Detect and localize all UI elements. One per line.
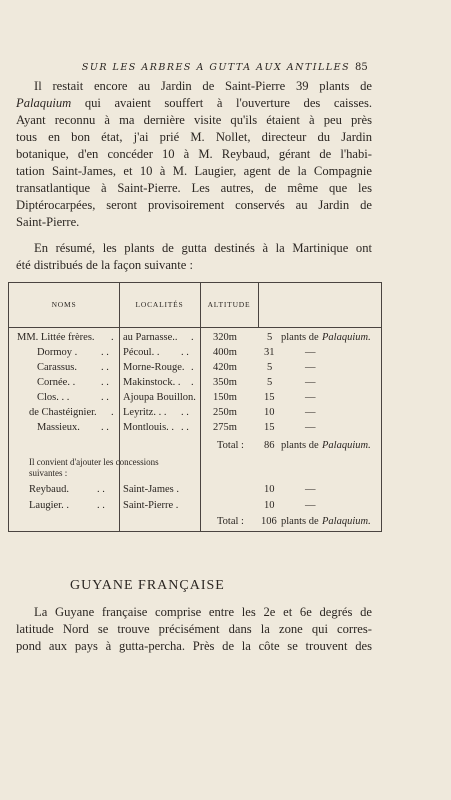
column-divider: [258, 283, 259, 327]
running-title: SUR LES ARBRES A GUTTA AUX ANTILLES: [81, 62, 351, 73]
row-label: —: [305, 347, 316, 358]
text-line: Ayant reconnu à ma dernière visite qu'ils étaient à peu près: [16, 113, 372, 127]
column-divider: [200, 283, 201, 531]
row-name: MM. Littée frères.: [17, 332, 95, 343]
total-text: plants de: [281, 440, 319, 451]
total-qty: 86: [264, 440, 275, 451]
row-altitude: 275m: [213, 422, 237, 433]
column-divider: [119, 283, 120, 531]
text-line: latitude Nord se trouve précisément dans la zone qui corres-: [16, 622, 372, 636]
row-label: —: [305, 377, 316, 388]
row-locality: Montlouis. .: [123, 422, 175, 433]
row-label: —: [305, 484, 316, 495]
row-altitude: 420m: [213, 362, 237, 373]
genus-italic: Palaquium: [16, 96, 72, 110]
text-line: Il restait encore au Jardin de Saint-Pierre 39 plants de: [34, 79, 372, 93]
row-name: Massieux.: [37, 422, 80, 433]
row-name: de Chastéignier.: [29, 407, 97, 418]
row-dots: .: [191, 332, 194, 343]
row-dots: . .: [97, 500, 105, 511]
text-line: Saint-Pierre.: [16, 215, 80, 229]
total-genus: Palaquium.: [322, 440, 371, 451]
row-altitude: 400m: [213, 347, 237, 358]
row-qty: 10: [264, 500, 275, 511]
row-locality: Leyritz. . .: [123, 407, 167, 418]
row-dots: . .: [181, 347, 189, 358]
row-dots: . .: [101, 422, 109, 433]
row-label: —: [305, 392, 316, 403]
text-line: La Guyane française comprise entre les 2e et 6e degrés de: [34, 605, 372, 619]
row-qty: 10: [264, 484, 275, 495]
row-genus: Palaquium.: [322, 332, 371, 343]
row-qty: 15: [264, 392, 275, 403]
row-label: —: [305, 500, 316, 511]
row-dots: .: [191, 377, 194, 388]
row-qty: 5: [267, 377, 273, 388]
row-qty: 5: [267, 362, 273, 373]
row-altitude: 350m: [213, 377, 237, 388]
row-locality: au Parnasse..: [123, 332, 178, 343]
concessions-note: Il convient d'ajouter les concessions suivantes :: [29, 457, 159, 478]
text-line: pond aux pays à gutta-percha. Près de la côte se trouvent des: [16, 639, 372, 653]
text-line: tation Saint-James, et 10 à M. Laugier, agent de la Compagnie: [16, 164, 372, 178]
header-altitude: ALTITUDE: [207, 300, 251, 309]
row-locality: Saint-James .: [123, 484, 179, 495]
row-dots: . .: [101, 362, 109, 373]
total-label: Total :: [217, 516, 244, 527]
paragraph-saint-pierre: [16, 78, 372, 231]
header-noms: NOMS: [51, 300, 77, 309]
row-name: Carassus.: [37, 362, 77, 373]
row-qty: 5: [267, 332, 273, 343]
header-localites: LOCALITÉS: [135, 300, 184, 309]
distribution-table: [8, 282, 382, 532]
row-dots: .: [111, 407, 114, 418]
row-label: —: [305, 407, 316, 418]
row-label: —: [305, 362, 316, 373]
row-dots: . .: [101, 347, 109, 358]
page-number: 85: [355, 62, 368, 73]
row-locality: Saint-Pierre .: [123, 500, 179, 511]
row-qty: 31: [264, 347, 275, 358]
text-line: été distribués de la façon suivante :: [16, 258, 193, 272]
row-dots: .: [111, 332, 114, 343]
row-locality: Ajoupa Bouillon.: [123, 392, 196, 403]
row-name: Dormoy .: [37, 347, 78, 358]
total-label: Total :: [217, 440, 244, 451]
total-genus: Palaquium.: [322, 516, 371, 527]
row-dots: . .: [101, 392, 109, 403]
header-rule: [9, 327, 381, 328]
paragraph-summary: [16, 240, 372, 274]
row-label: —: [305, 422, 316, 433]
row-locality: Makinstock. .: [123, 377, 181, 388]
row-name: Clos. . .: [37, 392, 70, 403]
text-line: Palaquium qui avaient souffert à l'ouverture des caisses.: [16, 96, 372, 110]
row-locality: Pécoul. .: [123, 347, 160, 358]
text-line: tous en bon état, j'ai prié M. Nollet, directeur du Jardin: [16, 130, 372, 144]
row-locality: Morne-Rouge.: [123, 362, 185, 373]
row-dots: . .: [181, 407, 189, 418]
row-name: Cornée. .: [37, 377, 76, 388]
row-dots: . .: [181, 422, 189, 433]
row-qty: 10: [264, 407, 275, 418]
row-dots: .: [191, 362, 194, 373]
row-dots: . .: [97, 484, 105, 495]
row-qty: 15: [264, 422, 275, 433]
total-text: plants de: [281, 516, 319, 527]
text-line: En résumé, les plants de gutta destinés à la Martinique ont: [34, 241, 372, 255]
text-line: botanique, d'en concéder 10 à M. Reybaud, gérant de l'habi-: [16, 147, 372, 161]
row-altitude: 150m: [213, 392, 237, 403]
row-name: Laugier. .: [29, 500, 69, 511]
row-name: Reybaud.: [29, 484, 69, 495]
section-title: GUYANE FRANÇAISE: [70, 578, 225, 593]
text-line: Diptérocarpées, seront provisoirement conservés au Jardin de: [16, 198, 372, 212]
row-altitude: 250m: [213, 407, 237, 418]
total-qty: 106: [261, 516, 277, 527]
row-label: plants de: [281, 332, 319, 343]
paragraph-guyane: [16, 604, 372, 655]
row-altitude: 320m: [213, 332, 237, 343]
row-dots: . .: [101, 377, 109, 388]
text-line: transatlantique à Saint-Pierre. Les autres, de même que les: [16, 181, 372, 195]
